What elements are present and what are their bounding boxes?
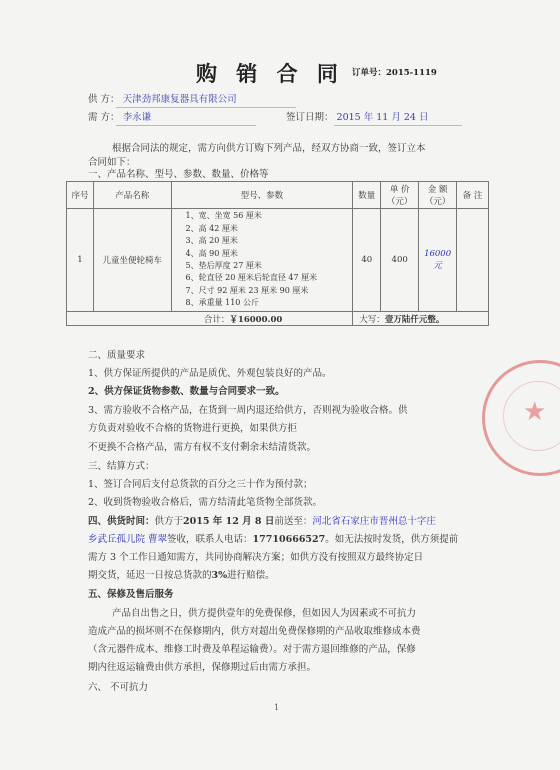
total-upper-cell — [353, 312, 489, 326]
contact-phone: 17710666527 — [252, 534, 326, 545]
col-header-qty: 数量 — [353, 182, 381, 209]
quality-item: 1、供方保证所提供的产品是质优、外观包装良好的产品。 — [88, 368, 332, 379]
col-header-note: 备 注 — [457, 182, 489, 209]
delivery-line-2 — [88, 534, 458, 546]
col-header-price: 单 价（元） — [381, 182, 419, 209]
total-value: ￥16000.00 — [229, 314, 283, 325]
seal-star-icon: ★ — [523, 397, 547, 427]
spec-item: 3、高 20 厘米 — [185, 236, 238, 246]
table-row — [67, 209, 489, 312]
buyer-label: 需 方： — [88, 112, 120, 123]
settlement-item: 2、收到货物验收合格后，需方结清此笔货物全部货款。 — [88, 497, 323, 508]
quality-item: 3、需方验收不合格产品，在货到一周内退还给供方，否则视为验收合格。供 — [88, 405, 408, 416]
table-header-row — [67, 182, 489, 209]
sign-date-underline — [334, 125, 462, 126]
section5-heading: 五、保修及售后服务 — [88, 589, 174, 600]
delivery-text: 签收，联系人电话： — [167, 534, 253, 545]
buyer-underline — [116, 125, 256, 126]
total-label: 合计： — [203, 314, 230, 325]
section3-heading: 三、结算方式： — [88, 461, 155, 472]
spec-item: 1、宽、坐宽 56 厘米 — [185, 211, 262, 221]
col-header-index: 序号 — [67, 182, 94, 209]
spec-item: 7、尺寸 92 厘米 23 厘米 90 厘米 — [185, 285, 309, 295]
intro-line-2: 合同如下： — [88, 157, 136, 168]
cell-product-name: 儿童坐便轮椅车 — [93, 209, 171, 312]
quality-item: 2、供方保证货物参数、数量与合同要求一致。 — [88, 386, 285, 397]
warranty-line: 造成产品的损坏则不在保修期内，供方对超出免费保修期的产品收取维修成本费 — [88, 626, 421, 637]
supplier-row — [88, 94, 237, 106]
warranty-line: （含元器件成本、维修工时费及单程运输费）。对于需方退回维修的产品，保修 — [88, 644, 416, 655]
delivery-text: 前送至： — [274, 516, 313, 527]
goods-table — [66, 181, 489, 326]
total-upper-value: 壹万陆仟元整。 — [384, 314, 445, 325]
warranty-line: 期内往返运输费由供方承担，保修期过后由需方承担。 — [88, 662, 317, 673]
cell-unit-price: 400 — [381, 209, 419, 312]
supplier-value: 天津劲邦康复器具有限公司 — [122, 94, 237, 105]
section2-heading: 二、质量要求 — [88, 350, 146, 361]
company-seal-stamp — [482, 360, 560, 476]
section6-heading: 六、 不可抗力 — [88, 682, 149, 693]
supplier-underline — [116, 107, 296, 108]
delivery-line-3: 需方 3 个工作日通知需方，共同协商解决方案；如供方没有按照双方最终协定日 — [88, 552, 424, 563]
table-total-row — [67, 312, 489, 326]
cell-spec-list — [171, 209, 353, 312]
cell-index: 1 — [67, 209, 94, 312]
quality-item: 方负责对验收不合格的货物进行更换，如果供方拒 — [88, 423, 298, 434]
sign-date-label: 签订日期： — [286, 112, 334, 123]
supplier-label: 供 方： — [88, 94, 120, 105]
delivery-text: 期交货，延迟一日按总货款的 — [88, 570, 212, 581]
intro-line-1: 根据合同法的规定，需方向供方订购下列产品，经双方协商一致，签订立本 — [112, 143, 426, 154]
buyer-value: 李永谦 — [122, 112, 152, 123]
sign-date-value: 2015 年 11 月 24 日 — [336, 112, 429, 123]
total-upper-label: 大写： — [359, 314, 385, 325]
cell-note — [457, 209, 489, 312]
penalty-percent: 3% — [211, 570, 228, 581]
delivery-text: 。如无法按时发货，供方须提前 — [325, 534, 459, 545]
cell-amount: 16000 元 — [419, 209, 457, 312]
col-header-amount: 金 额（元） — [419, 182, 457, 209]
delivery-line-1 — [88, 516, 436, 528]
spec-item: 2、高 42 厘米 — [185, 223, 238, 233]
page-number: 1 — [274, 703, 280, 712]
section1-heading: 一、产品名称、型号、参数、数量、价格等 — [88, 169, 269, 180]
delivery-date: 2015 年 12 月 8 日 — [183, 516, 275, 527]
spec-item: 6、轮直径 20 厘米后轮直径 47 厘米 — [185, 273, 318, 283]
settlement-item: 1、签订合同后支付总货款的百分之三十作为预付款； — [88, 479, 313, 490]
spec-item: 4、高 90 厘米 — [185, 248, 238, 258]
contract-title: 购 销 合 同 — [196, 61, 344, 86]
sign-date-row — [286, 112, 429, 124]
buyer-row — [88, 112, 151, 124]
delivery-address: 河北省石家庄市晋州总十字庄 — [312, 516, 436, 527]
delivery-address-cont: 乡武丘孤儿院 曹翠 — [88, 534, 168, 545]
order-number: 订单号：2015-1119 — [352, 68, 437, 78]
spec-item: 5、垫后厚度 27 厘米 — [185, 261, 262, 270]
col-header-name: 产品名称 — [93, 182, 171, 209]
total-cell — [67, 312, 353, 326]
col-header-spec: 型号、参数 — [171, 182, 353, 209]
quality-item: 不更换不合格产品，需方有权不支付剩余未结清货款。 — [88, 442, 317, 453]
section4-heading: 四、供货时间： — [88, 516, 155, 527]
cell-quantity: 40 — [353, 209, 381, 312]
warranty-line: 产品自出售之日，供方提供壹年的免费保修，但如因人为因素或不可抗力 — [112, 608, 417, 619]
delivery-text: 供方于 — [154, 516, 184, 527]
delivery-line-4 — [88, 570, 275, 582]
delivery-text: 进行赔偿。 — [227, 570, 275, 581]
spec-item: 8、承重量 110 公斤 — [185, 298, 259, 308]
